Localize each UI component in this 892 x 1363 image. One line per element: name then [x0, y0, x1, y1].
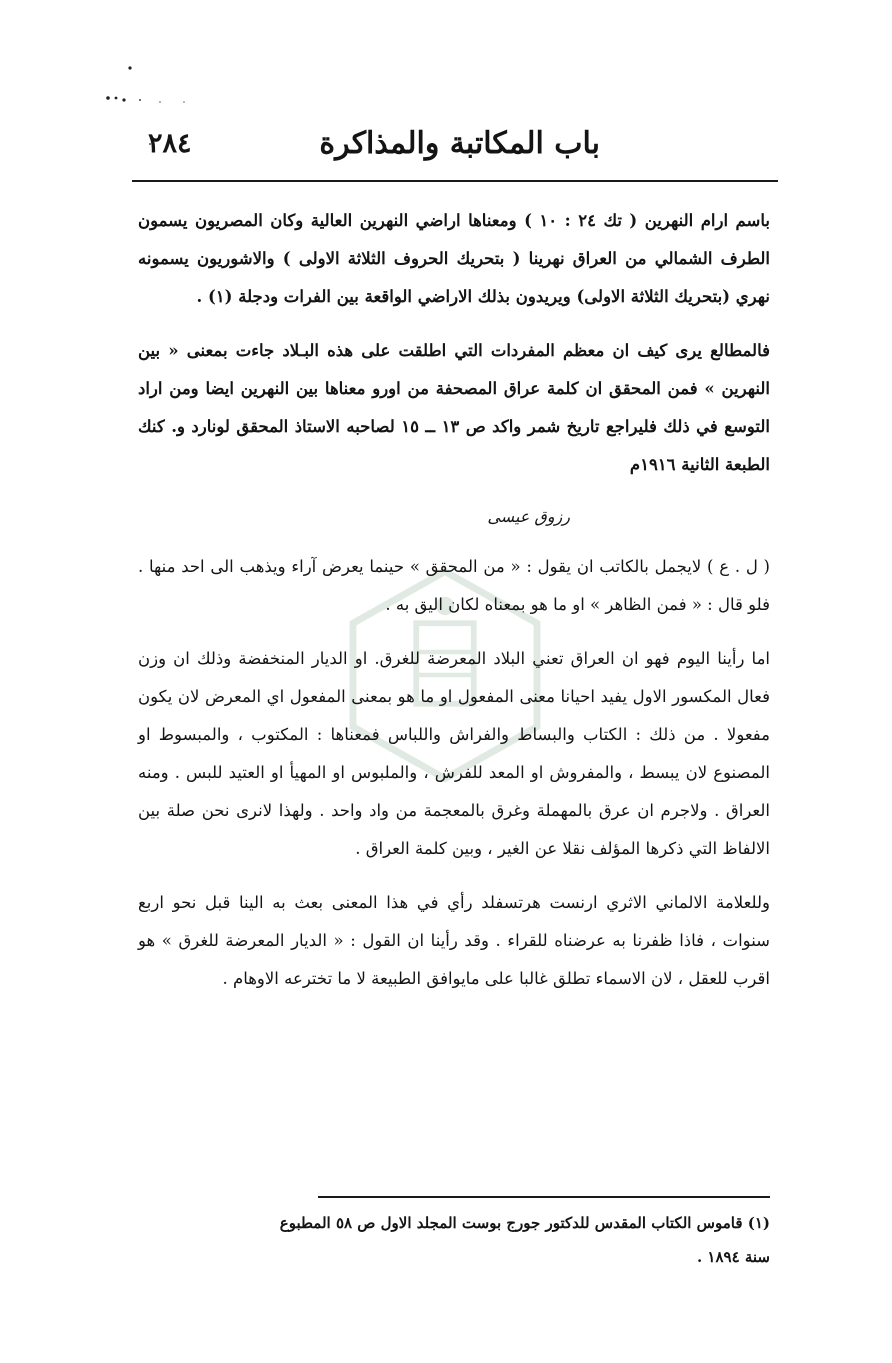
footnote-line: سنة ١٨٩٤ . [696, 1248, 770, 1266]
paragraph: باسم ارام النهرين ( تك ٢٤ : ١٠ ) ومعناها اراضي النهرين العالية وكان المصريون يسمون الطرف الشمالي من العراق نهرينا ( بتحريك الحروف الثلاثة الاولى ) والاشوريون يسمونه نهري (بتحريك الثلاثة الاولى) ويريدون بذلك الاراضي الواقعة بين الفرات ودجلة (١) . [138, 211, 770, 306]
editor-comment-paragraph: وللعلامة الالماني الاثري ارنست هرتسفلد رأي في هذا المعنى بعث به الينا قبل نحو اربع سنوات ، فاذا ظفرنا به عرضناه للقراء . وقد رأينا ان القول : « الديار المعرضة للغرق » هو اقرب للعقل ، لان الاسماء تطلق غالبا على مايوافق الطبيعة لا ما تخترعه الاوهام . [138, 893, 770, 988]
book-page [138, 110, 770, 1266]
editor-comment-paragraph: اما رأينا اليوم فهو ان العراق تعني البلاد المعرضة للغرق. او الديار المنخفضة وذلك ان وزن فعال المكسور الاول يفيد احيانا معنى المفعول او ما هو بمعنى المفعول اي المعرض لان يكون مفعولا . من ذلك : الكتاب والبساط والفراش واللباس فمعناها : المكتوب ، والمبسوط او المصنوع لان يبسط ، والمفروش او المعد للفرش ، والملبوس او المهيأ او العتيد للبس . ومنه العراق . ولاجرم ان عرق بالمهملة وغرق بالمعجمة من واد واحد . ولهذا لانرى نحن صلة بين الالفاظ التي ذكرها المؤلف نقلا عن الغير ، وبين كلمة العراق . [138, 649, 770, 858]
paragraph: فالمطالع يرى كيف ان معظم المفردات التي اطلقت على هذه البـلاد جاءت بمعنى « بين النهرين » فمن المحقق ان كلمة عراق المصحفة من اورو معناها بين النهرين ايضا ومن اراد التوسع في ذلك فليراجع تاريخ شمر واكد ص ١٣ ــ ١٥ لصاحبه الاستاذ المحقق لونارد و. كنك الطبعة الثانية ١٩١٦م [138, 341, 770, 474]
page-number: ٢٨٤ [148, 128, 192, 159]
running-title: باب المكاتبة والمذاكرة [319, 126, 600, 161]
footnote-line: (١) قاموس الكتاب المقدس للدكتور جورج بوست المجلد الاول ص ٥٨ المطبوع [279, 1214, 770, 1232]
footnote-rule [318, 1196, 770, 1198]
author-signature: رزوق عيسى [487, 507, 570, 526]
footnote [138, 1206, 770, 1274]
editor-comment-paragraph: ( ل . ع ) لايجمل بالكاتب ان يقول : « من المحقق » حينما يعرض آراء ويذهب الى احد منها . فلو قال : « فمن الظاهر » او ما هو بمعناه لكان اليق به . [138, 557, 770, 614]
page-header [138, 110, 770, 174]
page-body [138, 202, 770, 1014]
header-rule [132, 180, 778, 182]
